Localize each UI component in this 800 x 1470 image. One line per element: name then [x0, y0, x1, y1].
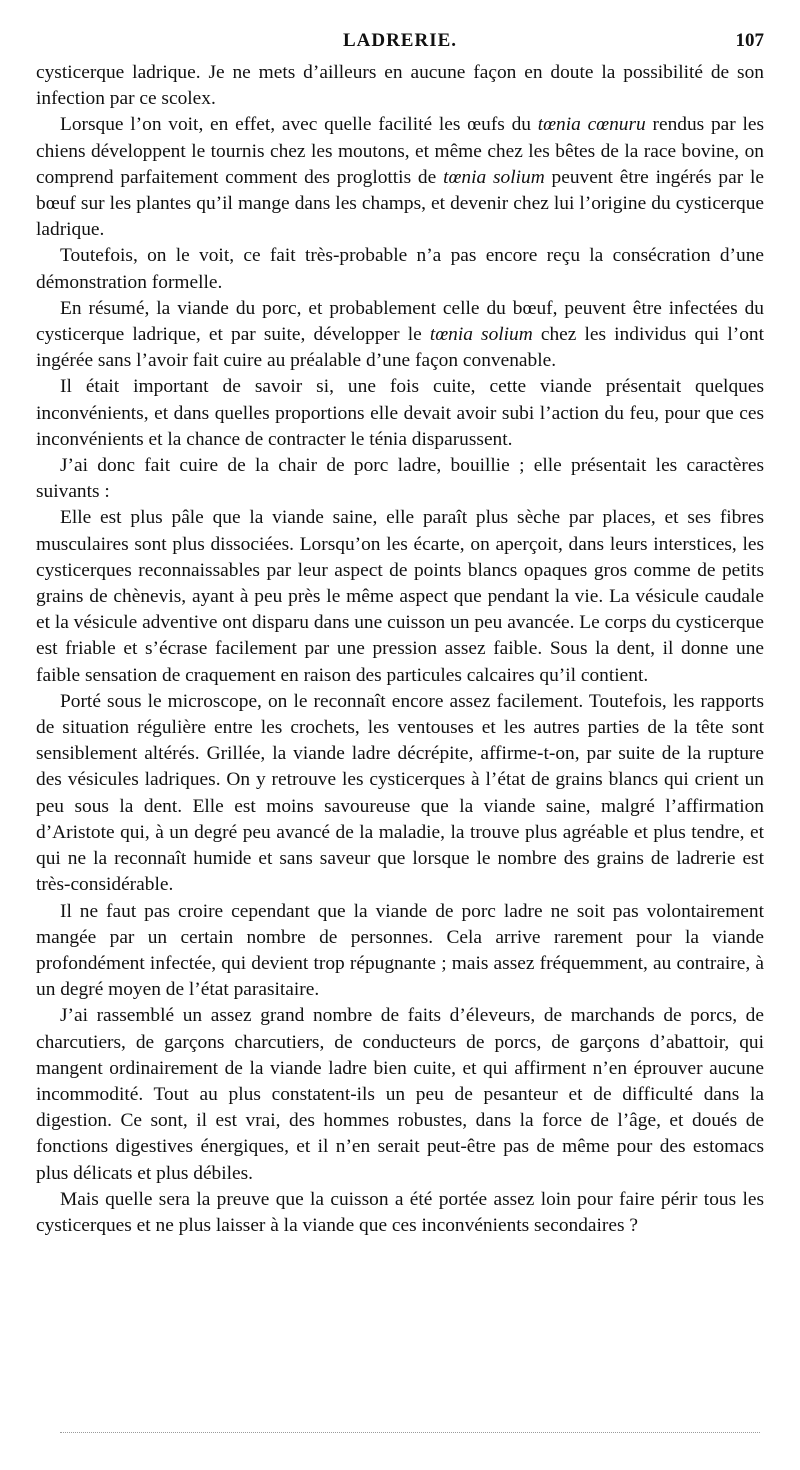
chapter-title: LADRERIE. — [342, 30, 458, 51]
text-run: Porté sous le microscope, on le reconnaît encore assez facilement. Toutefois, les rapports de situation régulière entre les crochets, les ventouses et les autres parties de la tête sont sensiblement altérés. Grillée, la viande ladre décrépite, affirme-t-on, par suite de la rupture des vésicules ladriques. On y retrouve les cysticerques à l’état de grains blancs qui crient un peu sous la dent. Elle est moins savoureuse que la viande saine, malgré l’affirmation d’Aristote qui, à un degré peu avancé de la maladie, la trouve plus agréable et plus tendre, et qui ne la reconnaît humide et sans saveur que lorsque le nombre des grains de ladrerie est très-considérable. — [36, 690, 764, 896]
paragraph — [36, 1003, 764, 1186]
italic-term: tœnia solium — [443, 166, 545, 188]
text-run: Mais quelle sera la preuve que la cuisson a été portée assez loin pour faire périr tous les cysticerques et ne plus laisser à la viande que ces inconvénients secondaires ? — [36, 1188, 764, 1236]
paragraph — [36, 689, 764, 899]
text-run: En résumé, la viande du porc, et probablement celle du bœuf, peuvent être infectées du cysticerque ladrique, et par suite, développer le — [36, 297, 764, 346]
page-number: 107 — [735, 30, 764, 51]
text-run: J’ai rassemblé un assez grand nombre de faits d’éleveurs, de marchands de porcs, de charcutiers, de garçons charcutiers, de conducteurs de porcs, de garçons d’abattoir, qui mangent ordinairement de la viande ladre bien cuite, et qui affirment n’en éprouver aucune incommodité. Tout au plus constatent-ils un peu de pesanteur et de difficulté dans la digestion. Ce sont, il est vrai, des hommes robustes, dans la force de l’âge, et doués de fonctions digestives énergiques, et il n’en serait peut-être pas de même pour des estomacs plus délicats et plus débiles. — [36, 1005, 764, 1184]
text-run: Il était important de savoir si, une fois cuite, cette viande présentait quelques inconvénients, et dans quelles proportions elle devait avoir subi l’action du feu, pour que ces inconvénients et la chance de contracter le ténia disparussent. — [36, 376, 764, 450]
bottom-rule — [60, 1432, 760, 1433]
text-run: Elle est plus pâle que la viande saine, elle paraît plus sèche par places, et ses fibres musculaires sont plus dissociées. Lorsqu’on les écarte, on aperçoit, dans leurs interstices, les cysticerques reconnaissables par leur aspect de points blancs opaques gros comme de petits grains de chènevis, ayant à peu près le même aspect que pendant la vie. La vésicule caudale et la vésicule adventive ont disparu dans une cuisson un peu avancée. Le corps du cysticerque est friable et s’écrase facilement par une pression assez faible. Sous la dent, il donne une faible sensation de craquement en raison des particules calcaires qu’il contient. — [36, 507, 764, 686]
text-run: cysticerque ladrique. Je ne mets d’ailleurs en aucune façon en doute la possibilité de son infection par ce scolex. — [36, 62, 764, 110]
paragraph — [36, 1187, 764, 1239]
text-run: Lorsque l’on voit, en effet, avec quelle facilité les œufs du — [60, 114, 538, 136]
paragraph — [36, 243, 764, 295]
text-run: Toutefois, on le voit, ce fait très-probable n’a pas encore reçu la consécration d’une démonstration formelle. — [36, 245, 764, 293]
italic-term: tœnia solium — [429, 324, 533, 346]
text-run: Il ne faut pas croire cependant que la viande de porc ladre ne soit pas volontairement mangée par un certain nombre de personnes. Cela arrive rarement pour la viande profondément infectée, qui devient trop répugnante ; mais assez fréquemment, au contraire, à un degré moyen de l’état parasitaire. — [36, 900, 764, 1001]
paragraph — [36, 453, 764, 505]
text-run: J’ai donc fait cuire de la chair de porc ladre, bouillie ; elle présentait les caractères suivants : — [36, 455, 764, 503]
body-text — [36, 60, 764, 1239]
text-run: chez les individus qui l’ont ingérée sans l’avoir fait cuire au préalable d’une façon convenable. — [36, 324, 764, 372]
paragraph — [36, 374, 764, 453]
italic-term: tœnia cœnuru — [537, 114, 646, 136]
running-head — [36, 30, 764, 56]
paragraph — [36, 296, 764, 375]
paragraph — [36, 505, 764, 688]
text-run: rendus par les chiens développent le tournis chez les moutons, et même chez les bêtes de la race bovine, on comprend parfaitement comment des proglottis de — [36, 114, 764, 188]
text-run: peuvent être ingérés par le bœuf sur les plantes qu’il mange dans les champs, et devenir chez lui l’origine du cysticerque ladrique. — [36, 166, 764, 241]
paragraph — [36, 112, 764, 243]
paragraph — [36, 899, 764, 1004]
paragraph-continued — [36, 60, 764, 112]
